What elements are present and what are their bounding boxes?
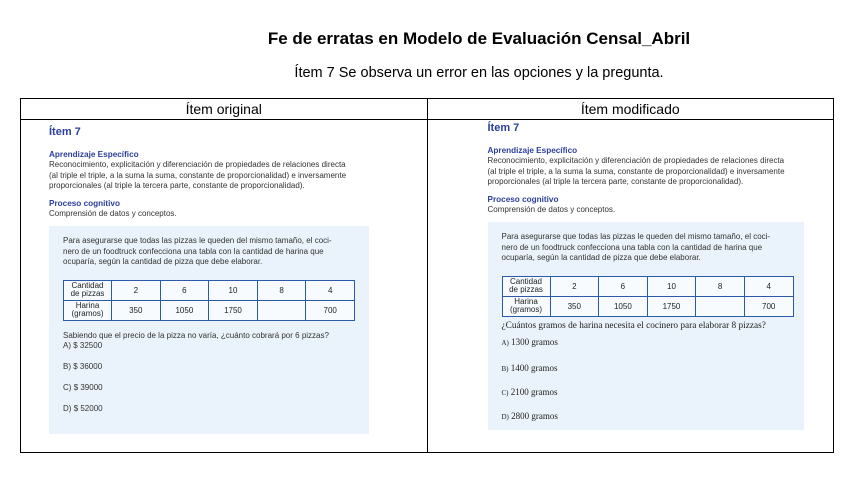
table-cell xyxy=(696,296,745,316)
option-a: A) $ 32500 xyxy=(63,340,103,350)
context-line: ocuparía, según la cantidad de pizza que debe elaborar. xyxy=(501,253,701,262)
aprendizaje-line: Reconocimiento, explicitación y diferenciación de propiedades de relaciones directa xyxy=(487,156,785,165)
table-cell: 1750 xyxy=(209,300,258,320)
proceso-text: Comprensión de datos y conceptos. xyxy=(49,208,177,218)
table-cell xyxy=(257,300,306,320)
table-cell: 1050 xyxy=(160,300,209,320)
row-label-harina: Harina (gramos) xyxy=(64,300,112,320)
original-item-document xyxy=(49,126,389,434)
comparison-table xyxy=(20,98,834,453)
proceso-text: Comprensión de datos y conceptos. xyxy=(487,204,616,214)
pizza-flour-table xyxy=(63,280,355,321)
context-line: ocuparía, según la cantidad de pizza que debe elaborar. xyxy=(63,257,263,266)
modified-item-cell xyxy=(427,120,834,453)
option-b: B) $ 36000 xyxy=(63,361,103,371)
table-cell: 2 xyxy=(112,280,161,300)
context-line: Para asegurarse que todas las pizzas le queden del mismo tamaño, el coci- xyxy=(501,232,771,241)
aprendizaje-line: proporcionales (al triple la tercera parte, constante de proporcionalidad). xyxy=(487,177,744,186)
option-d: D) 2800 gramos xyxy=(501,410,558,421)
question-box xyxy=(488,222,804,430)
item-title: Ítem 7 xyxy=(49,126,81,138)
column-header-modified: Ítem modificado xyxy=(427,99,834,120)
table-cell: 1750 xyxy=(647,296,696,316)
document-subtitle: Ítem 7 Se observa un error en las opciones y la pregunta. xyxy=(294,65,664,81)
original-question: Sabiendo que el precio de la pizza no varía, ¿cuánto cobrará por 6 pizzas? xyxy=(63,330,329,340)
option-a: A) 1300 gramos xyxy=(501,336,558,347)
column-header-original: Ítem original xyxy=(21,99,428,120)
row-label-pizzas: Cantidad de pizzas xyxy=(64,280,112,300)
context-line: nero de un foodtruck confecciona una tabla con la cantidad de harina que xyxy=(63,246,324,256)
table-cell: 350 xyxy=(550,296,599,316)
table-row xyxy=(64,280,355,300)
context-line: nero de un foodtruck confecciona una tabla con la cantidad de harina que xyxy=(501,242,763,252)
question-context xyxy=(502,232,790,264)
aprendizaje-text xyxy=(488,156,818,188)
proceso-heading: Proceso cognitivo xyxy=(487,194,559,204)
table-cell: 700 xyxy=(306,300,355,320)
table-cell: 2 xyxy=(550,276,599,296)
question-box xyxy=(49,226,369,434)
document-title: Fe de erratas en Modelo de Evaluación Censal_Abril xyxy=(267,29,691,48)
table-cell: 1050 xyxy=(599,296,648,316)
option-b: B) 1400 gramos xyxy=(501,362,558,373)
table-cell: 6 xyxy=(599,276,648,296)
aprendizaje-line: (al triple el triple, a la suma la suma, constante de proporcionalidad) e inversamente xyxy=(487,166,785,176)
table-cell: 10 xyxy=(647,276,696,296)
table-cell: 6 xyxy=(160,280,209,300)
context-line: Para asegurarse que todas las pizzas le queden del mismo tamaño, el coci- xyxy=(63,236,332,245)
table-cell: 8 xyxy=(257,280,306,300)
table-row xyxy=(502,296,793,316)
table-cell: 350 xyxy=(112,300,161,320)
aprendizaje-heading: Aprendizaje Específico xyxy=(487,146,578,155)
aprendizaje-line: (al triple el triple, a la suma la suma, constante de proporcionalidad) e inversamente xyxy=(49,170,347,180)
aprendizaje-line: proporcionales (al triple la tercera parte, constante de proporcionalidad). xyxy=(49,181,305,190)
row-label-harina: Harina (gramos) xyxy=(502,296,550,316)
item-title: Ítem 7 xyxy=(487,122,520,134)
original-item-cell xyxy=(21,120,428,453)
option-d: D) $ 52000 xyxy=(63,403,103,413)
option-c: C) $ 39000 xyxy=(63,382,103,392)
table-cell: 10 xyxy=(209,280,258,300)
modified-question: ¿Cuántos gramos de harina necesita el cocinero para elaborar 8 pizzas? xyxy=(501,320,766,331)
proceso-heading: Proceso cognitivo xyxy=(49,198,120,208)
option-c: C) 2100 gramos xyxy=(501,386,558,397)
row-label-pizzas: Cantidad de pizzas xyxy=(502,276,550,296)
table-cell: 8 xyxy=(696,276,745,296)
question-context xyxy=(63,236,355,268)
aprendizaje-heading: Aprendizaje Específico xyxy=(49,150,139,159)
modified-item-document xyxy=(488,122,818,430)
pizza-flour-table xyxy=(502,276,794,317)
table-row xyxy=(64,300,355,320)
aprendizaje-line: Reconocimiento, explicitación y diferenciación de propiedades de relaciones directa xyxy=(49,160,346,169)
table-row xyxy=(502,276,793,296)
table-cell: 4 xyxy=(744,276,793,296)
aprendizaje-text xyxy=(49,160,389,192)
table-cell: 4 xyxy=(306,280,355,300)
table-cell: 700 xyxy=(744,296,793,316)
